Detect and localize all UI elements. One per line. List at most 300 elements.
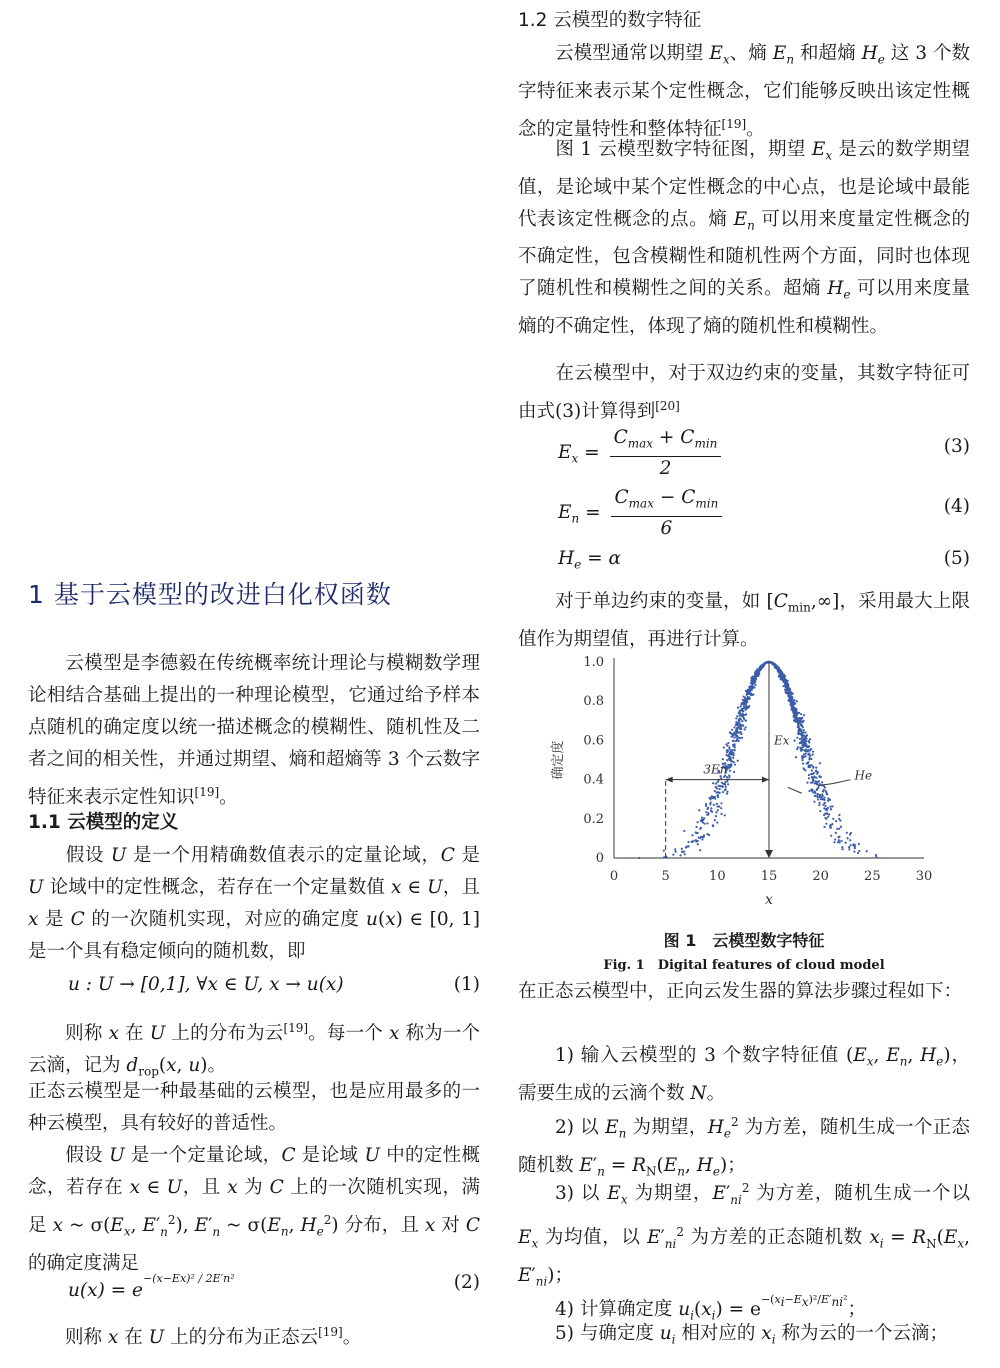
cloud-drop — [810, 781, 812, 783]
cloud-drop — [749, 686, 751, 688]
cloud-drop — [808, 790, 810, 792]
cloud-drop — [705, 811, 707, 813]
cloud-drop — [850, 844, 852, 846]
cloud-drop — [683, 830, 685, 832]
cloud-drop — [840, 840, 842, 842]
cloud-drop — [817, 798, 819, 800]
cloud-drop — [827, 807, 829, 809]
center-label: Ex — [774, 733, 790, 748]
cloud-drop — [730, 764, 732, 766]
figure-caption-en: Fig. 1 Digital features of cloud model — [603, 958, 885, 973]
cloud-drop — [714, 790, 716, 792]
cloud-drop — [805, 740, 807, 742]
cloud-drop — [796, 748, 798, 750]
cloud-drop — [826, 793, 828, 795]
section-heading: 1 基于云模型的改进白化权函数 — [28, 580, 392, 609]
cloud-drop — [733, 734, 735, 736]
cloud-drop — [718, 792, 720, 794]
cloud-drop — [728, 746, 730, 748]
cloud-drop — [715, 791, 717, 793]
cloud-drop — [663, 856, 665, 858]
cloud-drop — [793, 740, 795, 742]
cloud-drop — [841, 848, 843, 850]
cloud-drop — [835, 820, 837, 822]
cloud-drop — [691, 834, 693, 836]
cloud-drop — [794, 702, 796, 704]
subsection-1-2: 1.2 云模型的数字特征 — [518, 10, 702, 31]
cloud-drop — [702, 819, 704, 821]
cloud-drops — [638, 661, 877, 859]
cloud-drop — [701, 838, 703, 840]
cloud-drop — [830, 808, 832, 810]
x-tick-label: 5 — [661, 869, 670, 884]
cloud-drop — [723, 746, 725, 748]
cloud-drop — [703, 834, 705, 836]
equation-3: $E_x$ = $\frac{C_{max} + C_{min}}{2}$ (3) — [558, 427, 970, 479]
cloud-drop — [687, 841, 689, 843]
definition-paragraph-1b: 则称 x 在 U 上的分布为云[19]。每一个 x 称为一个云滴，记为 $d_{rop}(x$, u)。 — [28, 1021, 480, 1079]
cloud-drop — [831, 823, 833, 825]
cloud-drop — [812, 751, 814, 753]
features-paragraph: 云模型通常以期望 $E_x$、熵 $E_n$ 和超熵 $H_e$ 这 3 个数字特征来表示某个定性概念，它们能够反映出该定性概念的定量特性和整体特征[19]。 — [518, 43, 970, 140]
cloud-drop — [801, 755, 803, 757]
cloud-drop — [793, 712, 795, 714]
cloud-drop — [721, 785, 723, 787]
cloud-drop — [789, 704, 791, 706]
cloud-drop — [781, 672, 783, 674]
cloud-drop — [715, 783, 717, 785]
cloud-drop — [821, 793, 823, 795]
cloud-drop — [840, 826, 842, 828]
cloud-drop — [672, 854, 674, 856]
cloud-drop — [742, 699, 744, 701]
cloud-drop — [740, 728, 742, 730]
cloud-drop — [808, 758, 810, 760]
cloud-drop — [709, 803, 711, 805]
cloud-drop — [818, 802, 820, 804]
cloud-drop — [822, 790, 824, 792]
cloud-drop — [835, 832, 837, 834]
cloud-drop — [679, 854, 681, 856]
cloud-drop — [751, 684, 753, 686]
cloud-drop — [826, 809, 828, 811]
cloud-drop — [756, 671, 758, 673]
cloud-drop — [814, 795, 816, 797]
cloud-drop — [810, 748, 812, 750]
cloud-drop — [720, 802, 722, 804]
cloud-drop — [825, 818, 827, 820]
cloud-drop — [801, 757, 803, 759]
cloud-drop — [733, 732, 735, 734]
cloud-drop — [795, 719, 797, 721]
y-tick-label: 0.2 — [583, 811, 604, 827]
cloud-drop — [846, 832, 848, 834]
cloud-drop — [717, 796, 719, 798]
cloud-drop — [828, 813, 830, 815]
cloud-drop — [811, 773, 813, 775]
cloud-drop — [800, 742, 802, 744]
cloud-drop — [814, 792, 816, 794]
equation-5: $H_e = \alpha$ (5) — [558, 548, 970, 572]
he-label: He — [854, 768, 873, 783]
cloud-drop — [752, 676, 754, 678]
cloud-drop — [729, 770, 731, 772]
cloud-drop — [740, 714, 742, 716]
cloud-drop — [808, 741, 810, 743]
cloud-drop — [737, 727, 739, 729]
x-tick-label: 30 — [915, 869, 933, 884]
cloud-drop — [811, 776, 813, 778]
chart-ticks — [550, 655, 932, 908]
cloud-drop — [799, 722, 801, 724]
cloud-drop — [729, 752, 731, 754]
y-axis-label: 确定度 — [551, 740, 566, 780]
cloud-drop — [749, 691, 751, 693]
cloud-drop — [812, 791, 814, 793]
cloud-drop — [823, 826, 825, 828]
cloud-drop — [837, 836, 839, 838]
cloud-drop — [702, 836, 704, 838]
cloud-drop — [722, 758, 724, 760]
cloud-drop — [726, 793, 728, 795]
cloud-drop — [816, 796, 818, 798]
cloud-drop — [698, 837, 700, 839]
cloud-drop — [797, 733, 799, 735]
cloud-drop — [705, 805, 707, 807]
cloud-drop — [845, 842, 847, 844]
cloud-drop — [802, 759, 804, 761]
cloud-drop — [804, 753, 806, 755]
cloud-drop — [741, 720, 743, 722]
cloud-drop — [674, 848, 676, 850]
cloud-drop — [782, 685, 784, 687]
cloud-drop — [747, 696, 749, 698]
cloud-drop — [716, 803, 718, 805]
cloud-drop — [824, 802, 826, 804]
cloud-drop — [831, 805, 833, 807]
cloud-drop — [710, 807, 712, 809]
cloud-drop — [815, 770, 817, 772]
cloud-drop — [802, 762, 804, 764]
cloud-drop — [742, 724, 744, 726]
cloud-drop — [795, 712, 797, 714]
cloud-drop — [705, 803, 707, 805]
cloud-drop — [731, 751, 733, 753]
cloud-drop — [785, 679, 787, 681]
cloud-drop — [790, 693, 792, 695]
cloud-drop — [848, 848, 850, 850]
cloud-drop — [821, 798, 823, 800]
cloud-drop — [823, 799, 825, 801]
cloud-drop — [789, 688, 791, 690]
cloud-drop — [810, 758, 812, 760]
cloud-drop — [802, 720, 804, 722]
cloud-drop — [800, 733, 802, 735]
cloud-drop — [735, 740, 737, 742]
cloud-drop — [743, 718, 745, 720]
cloud-drop — [737, 760, 739, 762]
cloud-drop — [838, 814, 840, 816]
cloud-drop — [726, 780, 728, 782]
cloud-drop — [823, 797, 825, 799]
cloud-drop — [795, 756, 797, 758]
cloud-drop — [736, 723, 738, 725]
cloud-drop — [816, 789, 818, 791]
step-5: 5) 与确定度 $u_i$ 相对应的 $x_i$ 称为云的一个云滴； — [555, 1323, 948, 1347]
cloud-drop — [738, 718, 740, 720]
equation-4: $E_n$ = $\frac{C_{max} - C_{min}}{6}$ (4) — [558, 487, 970, 539]
cloud-drop — [839, 819, 841, 821]
cloud-drop — [841, 846, 843, 848]
cloud-drop — [819, 794, 821, 796]
cloud-drop — [740, 703, 742, 705]
cloud-drop — [681, 848, 683, 850]
cloud-drop — [813, 776, 815, 778]
cloud-drop — [824, 805, 826, 807]
cloud-drop — [803, 714, 805, 716]
cloud-drop — [808, 777, 810, 779]
cloud-drop — [812, 753, 814, 755]
definition-paragraph-2b: 则称 x 在 U 上的分布为正态云[19]。 — [65, 1325, 362, 1349]
cloud-drop — [830, 835, 832, 837]
cloud-drop — [796, 700, 798, 702]
cloud-drop — [817, 787, 819, 789]
cloud-drop — [800, 747, 802, 749]
cloud-drop — [812, 779, 814, 781]
definition-paragraph-1: 假设 U 是一个用精确数值表示的定量论域，C 是 U 论域中的定性概念，若存在一个定量数值 x ∈ U，且 x 是 C 的一次随机实现，对应的确定度 u(x) ∈ [0, 1] 是一个具有稳定倾向的随机数，即 — [28, 845, 480, 962]
cloud-drop — [788, 700, 790, 702]
cloud-drop — [724, 781, 726, 783]
cloud-drop — [813, 801, 815, 803]
cloud-drop — [815, 782, 817, 784]
cloud-drop — [809, 738, 811, 740]
cloud-drop — [695, 839, 697, 841]
cloud-drop — [803, 729, 805, 731]
cloud-drop — [875, 856, 877, 858]
subsection-1-1: 1.1 云模型的定义 — [28, 812, 179, 833]
cloud-drop — [789, 695, 791, 697]
cloud-model-chart — [548, 648, 968, 908]
cloud-drop — [823, 814, 825, 816]
cloud-drop — [691, 841, 693, 843]
cloud-drop — [695, 826, 697, 828]
cloud-drop — [794, 717, 796, 719]
cloud-drop — [849, 833, 851, 835]
cloud-drop — [785, 684, 787, 686]
cloud-drop — [823, 807, 825, 809]
cloud-drop — [728, 775, 730, 777]
cloud-drop — [852, 844, 854, 846]
cloud-drop — [817, 793, 819, 795]
definition-paragraph-2: 假设 U 是一个定量论域，C 是论域 U 中的定性概念，若存在 x ∈ U，且 x 为 C 上的一次随机实现，满足 x ~ $\sigma(E_x$, $E'_n^2$), $E'_n$ ~ $\sigma(E_n$, $H_e^2$) 分布，且 x 对 C 的确定度满足 — [28, 1145, 481, 1274]
cloud-drop — [760, 665, 762, 667]
cloud-drop — [707, 812, 709, 814]
cloud-drop — [827, 816, 829, 818]
cloud-drop — [735, 717, 737, 719]
cloud-drop — [706, 833, 708, 835]
x-tick-label: 0 — [609, 869, 619, 884]
chart-annotations — [666, 662, 872, 858]
cloud-drop — [698, 809, 700, 811]
cloud-drop — [725, 754, 727, 756]
cloud-drop — [717, 781, 719, 783]
cloud-drop — [760, 668, 762, 670]
cloud-drop — [866, 850, 868, 852]
cloud-drop — [750, 676, 752, 678]
cloud-drop — [726, 791, 728, 793]
cloud-drop — [750, 682, 752, 684]
cloud-drop — [804, 736, 806, 738]
center-arrow-head — [765, 850, 773, 858]
cloud-drop — [819, 810, 821, 812]
he-leader — [833, 780, 851, 784]
cloud-drop — [711, 795, 713, 797]
cloud-drop — [713, 804, 715, 806]
cloud-drop — [695, 832, 697, 834]
x-tick-label: 25 — [864, 869, 881, 884]
cloud-drop — [797, 721, 799, 723]
cloud-drop — [663, 850, 665, 852]
figure-caption-cn: 图 1 云模型数字特征 — [663, 931, 825, 950]
x-tick-label: 20 — [812, 869, 829, 884]
cloud-drop — [731, 729, 733, 731]
cloud-drop — [745, 701, 747, 703]
equation-1: u : U → [0,1], ∀x ∈ U, x → u(x) (1) — [68, 974, 480, 995]
cloud-drop — [714, 796, 716, 798]
cloud-drop — [796, 737, 798, 739]
cloud-drop — [638, 857, 640, 859]
cloud-drop — [763, 664, 765, 666]
cloud-drop — [743, 695, 745, 697]
cloud-drop — [683, 851, 685, 853]
cloud-drop — [722, 783, 724, 785]
y-tick-label: 0.8 — [583, 694, 604, 710]
cloud-drop — [701, 816, 703, 818]
cloud-drop — [801, 725, 803, 727]
cloud-drop — [720, 813, 722, 815]
cloud-drop — [733, 726, 735, 728]
cloud-drop — [687, 845, 689, 847]
cloud-drop — [746, 692, 748, 694]
cloud-drop — [752, 694, 754, 696]
cloud-drop — [838, 828, 840, 830]
cloud-drop — [812, 766, 814, 768]
cloud-drop — [737, 737, 739, 739]
unilateral-paragraph: 对于单边约束的变量，如 $[C_{min},\infty]$，采用最大上限值作为期望值，再进行计算。 — [518, 591, 970, 650]
cloud-drop — [785, 692, 787, 694]
bilateral-paragraph: 在云模型中，对于双边约束的变量，其数字特征可由式(3)计算得到[20] — [518, 363, 970, 423]
cloud-drop — [778, 676, 780, 678]
cloud-drop — [675, 851, 677, 853]
cloud-drop — [800, 713, 802, 715]
cloud-drop — [797, 724, 799, 726]
cloud-drop — [858, 843, 860, 845]
cloud-drop — [829, 825, 831, 827]
cloud-drop — [829, 799, 831, 801]
cloud-drop — [739, 712, 741, 714]
cloud-drop — [821, 781, 823, 783]
cloud-drop — [733, 771, 735, 773]
cloud-drop — [712, 782, 714, 784]
cloud-drop — [707, 807, 709, 809]
cloud-drop — [684, 853, 686, 855]
cloud-drop — [799, 738, 801, 740]
cloud-drop — [848, 846, 850, 848]
cloud-drop — [734, 749, 736, 751]
cloud-drop — [803, 768, 805, 770]
cloud-drop — [793, 699, 795, 701]
cloud-drop — [818, 804, 820, 806]
cloud-drop — [720, 777, 722, 779]
cloud-drop — [726, 745, 728, 747]
cloud-drop — [820, 776, 822, 778]
y-tick-label: 0.6 — [583, 733, 604, 749]
cloud-drop — [745, 703, 747, 705]
cloud-drop — [725, 788, 727, 790]
cloud-drop — [755, 676, 757, 678]
cloud-drop — [737, 707, 739, 709]
cloud-drop — [712, 825, 714, 827]
cloud-drop — [808, 774, 810, 776]
cloud-drop — [715, 811, 717, 813]
cloud-drop — [739, 723, 741, 725]
cloud-drop — [735, 736, 737, 738]
cloud-drop — [809, 756, 811, 758]
cloud-drop — [711, 811, 713, 813]
cloud-drop — [808, 745, 810, 747]
cloud-drop — [826, 812, 828, 814]
cloud-drop — [804, 755, 806, 757]
cloud-drop — [847, 837, 849, 839]
cloud-drop — [744, 706, 746, 708]
cloud-drop — [697, 843, 699, 845]
cloud-drop — [733, 736, 735, 738]
cloud-drop — [815, 767, 817, 769]
cloud-drop — [857, 852, 859, 854]
cloud-drop — [727, 742, 729, 744]
cloud-drop — [725, 786, 727, 788]
cloud-drop — [754, 684, 756, 686]
cloud-drop — [775, 665, 777, 667]
cloud-drop — [740, 709, 742, 711]
cloud-drop — [829, 806, 831, 808]
cloud-drop — [706, 822, 708, 824]
cloud-drop — [809, 754, 811, 756]
cloud-drop — [804, 731, 806, 733]
cloud-drop — [700, 820, 702, 822]
cloud-drop — [699, 849, 701, 851]
cloud-drop — [781, 674, 783, 676]
cloud-drop — [800, 731, 802, 733]
x-axis-label: x — [765, 892, 773, 908]
cloud-drop — [745, 726, 747, 728]
generator-intro: 在正态云模型中，正向云发生器的算法步骤过程如下： — [518, 981, 963, 1002]
cloud-drop — [729, 732, 731, 734]
cloud-drop — [875, 854, 877, 856]
cloud-drop — [783, 678, 785, 680]
cloud-drop — [832, 818, 834, 820]
cloud-drop — [727, 783, 729, 785]
cloud-drop — [794, 715, 796, 717]
figure-description-paragraph: 图 1 云模型数字特征图，期望 $E_x$ 是云的数学期望值，是论域中某个定性概念的中心点，也是论域中最能代表该定性概念的点。熵 $E_n$ 可以用来度量定性概念的不确定性，包含模糊性和随机性两个方面，同时也体现了随机性和模糊性之间的关系。超熵 $H_e$ 可以用来度量熵的不确定性，体现了熵的随机性和模糊性。 — [518, 139, 970, 338]
y-tick-label: 0 — [595, 851, 604, 866]
cloud-drop — [773, 663, 775, 665]
step-3: 3) 以 $E_x$ 为期望，$E'_{ni}^2$ 为方差，随机生成一个以 $E_x$ 为均值，以 $E'_{ni}^2$ 为方差的正态随机数 $x_i = R_N(E_x$, $E'_{ni}$)； — [518, 1181, 971, 1289]
cloud-drop — [733, 743, 735, 745]
cloud-drop — [719, 788, 721, 790]
cloud-drop — [732, 757, 734, 759]
span-arrow-right-head — [762, 777, 769, 783]
